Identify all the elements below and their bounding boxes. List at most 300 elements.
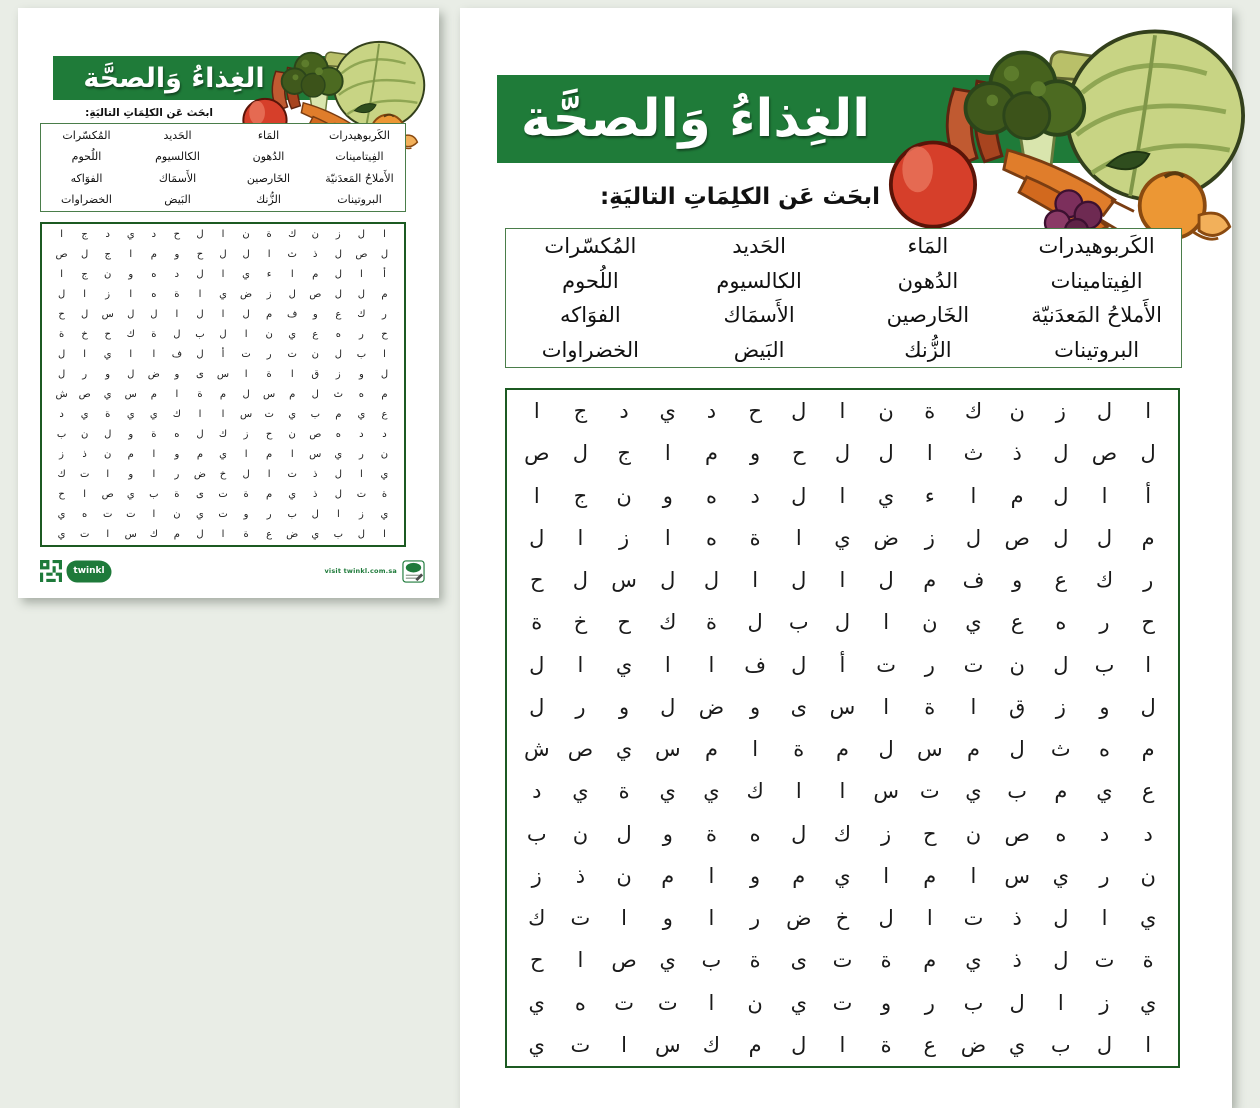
grid-letter-cell: ا [290, 449, 294, 461]
qr-code-icon [40, 560, 62, 582]
grid-letter-cell: ي [1139, 990, 1157, 1015]
grid-letter-cell: س [873, 779, 899, 804]
grid-letter-cell: ي [615, 652, 633, 677]
grid-letter-cell: د [750, 483, 760, 508]
grid-letter-cell: ا [244, 328, 248, 340]
grid-letter-cell: ر [82, 368, 88, 380]
grid-letter-cell: ي [790, 990, 807, 1015]
word-search-grid [40, 222, 406, 547]
grid-letter-cell: س [101, 308, 114, 320]
grid-letter-cell: ح [1141, 610, 1155, 635]
grid-letter-cell: ل [1009, 737, 1025, 762]
grid-letter-cell: ا [267, 469, 271, 481]
grid-row [42, 405, 404, 425]
grid-letter-cell: د [706, 399, 717, 424]
grid-letter-cell: ل [81, 248, 89, 260]
grid-letter-cell: ه [335, 328, 341, 340]
grid-letter-cell: ذ [1012, 948, 1022, 973]
word-list-box [505, 228, 1182, 368]
grid-row [42, 304, 404, 324]
word-list-item: المَاء [257, 129, 280, 143]
grid-letter-cell: ل [196, 268, 204, 280]
grid-letter-cell: م [966, 737, 980, 762]
grid-letter-cell: ل [1053, 652, 1069, 677]
grid-letter-cell: ض [147, 368, 160, 380]
grid-letter-cell: ا [175, 308, 179, 320]
grid-letter-cell: ص [611, 948, 637, 973]
word-list-item: الأَملاحُ المَعدَنيّة [325, 171, 394, 185]
grid-letter-cell: ا [221, 268, 225, 280]
grid-letter-cell: ل [81, 308, 89, 320]
grid-letter-cell: ض [786, 906, 812, 931]
grid-letter-cell: ى [196, 368, 204, 380]
grid-letter-cell: ا [383, 529, 386, 541]
grid-letter-cell: س [309, 449, 322, 461]
grid-letter-cell: ك [528, 906, 546, 931]
grid-letter-cell: ه [1055, 610, 1067, 635]
grid-letter-cell: ب [310, 409, 320, 421]
grid-letter-cell: ا [1145, 652, 1152, 677]
grid-letter-cell: ت [1094, 948, 1115, 973]
grid-letter-cell: ت [218, 509, 228, 521]
grid-letter-cell: ل [572, 441, 589, 466]
grid-letter-cell: ز [266, 288, 272, 300]
word-list-item: الأَملاحُ المَعدَنيّة [1031, 303, 1163, 328]
grid-letter-cell: ن [242, 228, 250, 240]
grid-letter-cell: س [916, 737, 943, 762]
grid-letter-cell: ل [242, 469, 250, 481]
approved-badge-icon [402, 560, 425, 583]
grid-letter-cell: ل [878, 441, 894, 466]
grid-letter-cell: ذ [313, 248, 318, 260]
grid-letter-cell: د [1143, 821, 1153, 846]
grid-letter-cell: ل [834, 610, 851, 635]
grid-letter-cell: ل [196, 348, 204, 360]
grid-letter-cell: و [358, 368, 364, 380]
word-list-item: الخَارصين [246, 171, 291, 185]
grid-letter-cell: ي [149, 409, 158, 421]
grid-row [42, 425, 404, 445]
grid-letter-cell: ج [81, 228, 88, 240]
grid-letter-cell: ه [335, 429, 341, 441]
grid-letter-cell: ي [834, 863, 851, 888]
grid-letter-cell: ل [791, 483, 807, 508]
grid-letter-cell: ة [174, 288, 180, 300]
grid-letter-cell: ت [657, 990, 678, 1015]
grid-letter-cell: ة [381, 489, 388, 501]
grid-letter-cell: ا [795, 525, 802, 550]
word-list-item: الفِيتامينات [1050, 268, 1143, 293]
grid-letter-cell: ر [1143, 568, 1154, 593]
grid-letter-cell: م [266, 308, 273, 320]
grid-letter-cell: ب [1094, 652, 1115, 677]
grid-letter-cell: أ [221, 348, 225, 360]
grid-letter-cell: و [662, 821, 673, 846]
grid-letter-cell: د [59, 409, 64, 421]
word-search-grid [505, 388, 1180, 1068]
grid-letter-cell: ل [1053, 948, 1069, 973]
grid-letter-cell: ة [151, 328, 157, 340]
grid-letter-cell: ل [242, 389, 250, 401]
grid-letter-cell: ا [621, 906, 628, 931]
grid-letter-cell: ة [618, 779, 630, 804]
grid-letter-cell: ل [529, 652, 545, 677]
grid-letter-cell: ا [129, 288, 133, 300]
grid-letter-cell: ا [60, 268, 63, 280]
grid-letter-cell: د [532, 779, 542, 804]
grid-letter-cell: ا [152, 469, 156, 481]
grid-letter-cell: ل [660, 568, 676, 593]
word-list-item: الحَديد [163, 129, 192, 143]
grid-row [507, 855, 1178, 897]
grid-letter-cell: ا [198, 409, 202, 421]
twinkl-logo: twinkl [68, 562, 110, 581]
grid-letter-cell: ا [198, 288, 202, 300]
grid-letter-cell: ي [1139, 906, 1157, 931]
grid-letter-cell: ن [173, 509, 181, 521]
grid-letter-cell: ي [659, 779, 676, 804]
grid-letter-cell: ه [82, 509, 88, 521]
grid-letter-cell: ل [791, 652, 807, 677]
instruction-text: ابحَث عَن الكلِمَاتِ التاليَةِ: [599, 184, 880, 210]
grid-letter-cell: ن [616, 483, 632, 508]
grid-letter-cell: ع [923, 1032, 937, 1057]
word-list-item: الدُهون [252, 150, 285, 164]
grid-letter-cell: ا [129, 248, 133, 260]
grid-letter-cell: ن [311, 228, 319, 240]
grid-letter-cell: ح [58, 489, 65, 501]
grid-letter-cell: ي [1096, 779, 1113, 804]
grid-letter-cell: و [750, 863, 761, 888]
grid-letter-cell: ك [964, 399, 983, 424]
grid-letter-cell: ي [1008, 1032, 1026, 1057]
grid-letter-cell: و [1099, 694, 1110, 719]
grid-letter-cell: ن [1140, 863, 1156, 888]
grid-letter-cell: ف [287, 308, 298, 320]
grid-letter-cell: ا [795, 779, 802, 804]
grid-letter-cell: ت [241, 348, 251, 360]
word-list-box [40, 123, 406, 212]
page-footer [40, 557, 425, 585]
grid-letter-cell: د [174, 268, 180, 280]
word-list-item: الكَربوهيدرات [329, 129, 390, 143]
grid-letter-cell: ا [839, 779, 846, 804]
grid-letter-cell: س [654, 1032, 681, 1057]
grid-letter-cell: د [1099, 821, 1110, 846]
grid-letter-cell: م [1141, 525, 1155, 550]
grid-letter-cell: ل [791, 399, 807, 424]
grid-letter-cell: ل [242, 308, 250, 320]
visit-link-text: visit twinkl.com.sa [324, 567, 397, 575]
grid-letter-cell: ك [746, 779, 764, 804]
grid-letter-cell: ل [791, 1032, 807, 1057]
grid-letter-cell: ت [963, 906, 984, 931]
grid-letter-cell: ا [244, 449, 248, 461]
grid-letter-cell: م [1141, 737, 1155, 762]
grid-letter-cell: ف [962, 568, 985, 593]
grid-letter-cell: ل [878, 906, 894, 931]
grid-letter-cell: ي [57, 529, 66, 541]
grid-letter-cell: ب [701, 948, 722, 973]
grid-letter-cell: ت [876, 652, 897, 677]
grid-letter-cell: ة [924, 399, 936, 424]
grid-letter-cell: ا [152, 348, 156, 360]
grid-letter-cell: ا [839, 1032, 846, 1057]
grid-letter-cell: ل [334, 489, 342, 501]
grid-letter-cell: ي [659, 399, 676, 424]
grid-letter-cell: ة [924, 694, 936, 719]
grid-letter-cell: ت [614, 990, 634, 1015]
grid-letter-cell: ا [533, 399, 540, 424]
word-list-item: الزُّنك [256, 192, 281, 206]
grid-letter-cell: ي [126, 409, 135, 421]
grid-letter-cell: و [619, 694, 630, 719]
word-list-item: الحَديد [732, 234, 786, 259]
grid-letter-cell: ل [572, 568, 589, 593]
grid-letter-cell: ي [965, 948, 982, 973]
grid-letter-cell: ه [151, 268, 157, 280]
grid-letter-cell: ت [963, 652, 984, 677]
grid-letter-cell: ة [174, 489, 180, 501]
grid-letter-cell: خ [219, 469, 227, 481]
grid-letter-cell: ل [1096, 1032, 1113, 1057]
word-list-item: البَيض [733, 337, 785, 362]
grid-letter-cell: ذ [575, 863, 586, 888]
grid-letter-cell: ا [290, 368, 294, 380]
grid-letter-cell: و [881, 990, 892, 1015]
grid-letter-cell: ل [380, 248, 389, 260]
grid-letter-cell: ح [792, 441, 806, 466]
grid-letter-cell: ص [1004, 525, 1030, 550]
grid-letter-cell: ع [1054, 568, 1068, 593]
grid-letter-cell: م [704, 441, 718, 466]
grid-letter-cell: ق [1009, 694, 1026, 719]
grid-letter-cell: ة [1142, 948, 1154, 973]
grid-row [507, 475, 1178, 517]
grid-letter-cell: ن [80, 429, 89, 441]
grid-letter-cell: ل [1140, 441, 1156, 466]
grid-letter-cell: ض [193, 469, 207, 481]
grid-letter-cell: ك [1095, 568, 1114, 593]
grid-row [507, 982, 1178, 1024]
grid-letter-cell: ن [922, 610, 938, 635]
grid-letter-cell: ص [309, 288, 322, 300]
grid-row [507, 432, 1178, 474]
grid-letter-cell: ل [878, 568, 894, 593]
grid-letter-cell: ت [832, 990, 853, 1015]
grid-letter-cell: ء [924, 483, 935, 508]
grid-letter-cell: م [748, 1032, 762, 1057]
grid-letter-cell: و [128, 469, 134, 481]
grid-letter-cell: ب [963, 990, 984, 1015]
grid-letter-cell: ت [79, 529, 90, 541]
grid-letter-cell: ج [104, 248, 111, 260]
word-list-item: الكَربوهيدرات [1038, 234, 1155, 259]
grid-letter-cell: ي [103, 389, 112, 401]
instruction-text: ابحَث عَن الكلِمَاتِ التاليَةِ: [85, 107, 213, 119]
grid-row [507, 644, 1178, 686]
grid-row [42, 385, 404, 405]
grid-letter-cell: ة [197, 389, 203, 401]
grid-letter-cell: ي [528, 990, 545, 1015]
grid-letter-cell: ز [105, 288, 111, 300]
grid-letter-cell: م [923, 568, 937, 593]
word-list-item: المُكسّرات [544, 234, 637, 259]
grid-letter-cell: ا [926, 906, 933, 931]
grid-letter-cell: د [359, 429, 364, 441]
grid-letter-cell: و [174, 368, 180, 380]
grid-row [507, 686, 1178, 728]
grid-letter-cell: و [662, 906, 673, 931]
grid-letter-cell: ا [839, 568, 846, 593]
grid-row [42, 505, 404, 525]
grid-letter-cell: ى [196, 489, 204, 501]
grid-row [507, 601, 1178, 643]
grid-letter-cell: ى [790, 694, 807, 719]
grid-letter-cell: ع [266, 529, 273, 541]
grid-letter-cell: ا [152, 449, 156, 461]
grid-letter-cell: ة [705, 610, 717, 635]
grid-letter-cell: ي [126, 228, 135, 240]
grid-letter-cell: ت [264, 409, 274, 421]
grid-letter-cell: ن [878, 399, 894, 424]
grid-letter-cell: ه [705, 483, 717, 508]
grid-letter-cell: م [923, 863, 937, 888]
grid-letter-cell: ا [129, 348, 133, 360]
grid-letter-cell: ل [334, 469, 342, 481]
grid-letter-cell: ك [149, 529, 158, 541]
grid-letter-cell: ة [749, 525, 761, 550]
grid-letter-cell: ص [355, 248, 368, 260]
grid-letter-cell: م [792, 863, 806, 888]
grid-letter-cell: ن [1009, 652, 1025, 677]
grid-letter-cell: س [239, 409, 253, 421]
grid-letter-cell: ر [1099, 863, 1110, 888]
grid-letter-cell: ل [57, 368, 66, 380]
grid-letter-cell: ل [660, 694, 676, 719]
grid-letter-cell: ة [880, 948, 892, 973]
grid-letter-cell: ص [55, 248, 68, 260]
grid-letter-cell: و [128, 429, 134, 441]
grid-letter-cell: ة [705, 821, 717, 846]
grid-letter-cell: ا [621, 1032, 628, 1057]
grid-letter-cell: ص [309, 429, 322, 441]
grid-letter-cell: ض [698, 694, 725, 719]
grid-letter-cell: ا [577, 525, 584, 550]
grid-letter-cell: ي [834, 525, 851, 550]
grid-letter-cell: و [105, 368, 111, 380]
grid-letter-cell: ا [221, 308, 225, 320]
grid-letter-cell: ا [106, 469, 110, 481]
grid-letter-cell: ل [57, 348, 66, 360]
grid-letter-cell: ا [383, 348, 386, 360]
grid-letter-cell: ح [529, 948, 544, 973]
grid-letter-cell: ي [572, 779, 589, 804]
grid-letter-cell: د [151, 228, 157, 240]
grid-letter-cell: ي [311, 529, 320, 541]
grid-letter-cell: ة [749, 948, 761, 973]
grid-letter-cell: ت [570, 906, 591, 931]
word-list-item: الكالسيوم [716, 268, 802, 293]
grid-letter-cell: ح [265, 429, 273, 441]
grid-letter-cell: س [124, 389, 137, 401]
grid-letter-cell: خ [835, 906, 850, 931]
grid-row [42, 364, 404, 384]
grid-letter-cell: ي [196, 509, 204, 521]
word-list-item: الزُّنك [904, 337, 952, 362]
grid-letter-cell: ا [708, 863, 715, 888]
grid-letter-cell: س [654, 737, 681, 762]
grid-letter-cell: ا [336, 509, 340, 521]
grid-letter-cell: ي [242, 268, 250, 280]
grid-letter-cell: م [266, 449, 273, 461]
grid-letter-cell: ا [383, 228, 386, 240]
grid-letter-cell: ن [288, 429, 296, 441]
grid-letter-cell: ا [1101, 483, 1108, 508]
grid-letter-cell: م [150, 389, 157, 401]
grid-row [507, 770, 1178, 812]
grid-letter-cell: ذ [1012, 441, 1022, 466]
grid-letter-cell: ا [752, 568, 759, 593]
grid-letter-cell: ي [703, 779, 720, 804]
grid-letter-cell: ح [173, 228, 181, 240]
grid-row [42, 284, 404, 304]
grid-letter-cell: ش [523, 737, 550, 762]
grid-letter-cell: ن [104, 268, 112, 280]
grid-letter-cell: ك [357, 308, 366, 320]
grid-letter-cell: ا [577, 948, 584, 973]
grid-letter-cell: ل [334, 348, 342, 360]
grid-letter-cell: ي [57, 509, 66, 521]
grid-row [507, 939, 1178, 981]
word-list-item: المُكسّرات [62, 129, 111, 143]
grid-letter-cell: م [661, 863, 675, 888]
grid-letter-cell: ل [357, 529, 366, 541]
grid-row [42, 485, 404, 505]
grid-letter-cell: ل [127, 368, 135, 380]
grid-letter-cell: م [923, 948, 937, 973]
grid-letter-cell: ل [747, 610, 763, 635]
grid-letter-cell: ذ [1012, 906, 1022, 931]
word-list-item: الكالسيوم [155, 150, 200, 164]
grid-letter-cell: ه [749, 821, 761, 846]
grid-letter-cell: ع [381, 409, 388, 421]
grid-letter-cell: ع [335, 308, 342, 320]
grid-letter-cell: ص [101, 489, 114, 501]
grid-letter-cell: ا [1145, 399, 1152, 424]
grid-letter-cell: ج [81, 268, 88, 280]
grid-letter-cell: ة [151, 429, 157, 441]
grid-letter-cell: ل [1053, 906, 1069, 931]
grid-row [507, 897, 1178, 939]
grid-letter-cell: و [1012, 568, 1023, 593]
grid-letter-cell: ر [750, 906, 761, 931]
grid-letter-cell: ا [708, 990, 715, 1015]
grid-letter-cell: ى [790, 948, 807, 973]
grid-letter-cell: ا [360, 268, 363, 280]
grid-letter-cell: ع [1141, 779, 1155, 804]
word-list-item: الأَسمَاك [723, 303, 795, 328]
grid-letter-cell: و [243, 509, 249, 521]
grid-letter-cell: ل [357, 288, 366, 300]
grid-letter-cell: ب [56, 429, 67, 441]
grid-letter-cell: ر [575, 694, 586, 719]
grid-letter-cell: ر [382, 308, 387, 320]
grid-letter-cell: م [1010, 483, 1024, 508]
grid-letter-cell: ا [970, 863, 977, 888]
grid-letter-cell: م [1054, 779, 1068, 804]
grid-letter-cell: ي [877, 483, 895, 508]
